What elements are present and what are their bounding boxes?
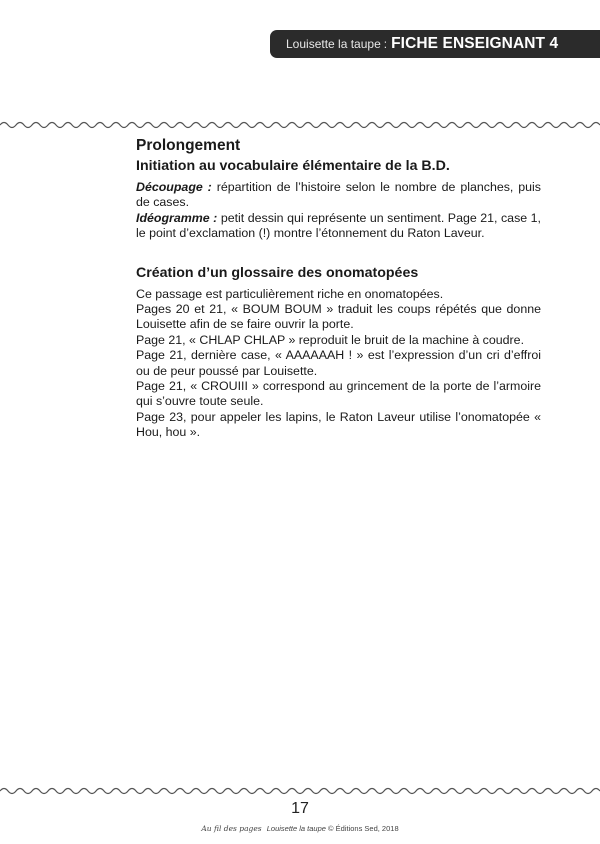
glossary-paragraph: Page 23, pour appeler les lapins, le Raton Laveur utilise l’onomatopée « Hou, hou ». <box>136 409 541 440</box>
section-title: Prolongement <box>136 137 241 154</box>
glossary-paragraph: Pages 20 et 21, « BOUM BOUM » traduit les coups répétés que donne Louisette afin de se faire ouvrir la porte. <box>136 302 541 332</box>
glossary-paragraph: Page 21, dernière case, « AAAAAAH ! » est l’expression d’un cri d’effroi ou de peur poussé par Louisette. <box>136 348 541 378</box>
definition-term: Découpage : <box>136 180 212 194</box>
glossary-paragraph: Ce passage est particulièrement riche en onomatopées. <box>136 286 444 301</box>
footer-series: Au fil des pages <box>201 824 262 833</box>
definition-term: Idéogramme : <box>136 210 218 225</box>
header-separator: : <box>383 37 388 51</box>
definition-text: petit dessin qui représente un sentiment. Page 21, case 1, le point d’exclamation (!) montre l’étonnement du Raton Laveur. <box>136 210 541 241</box>
main-content <box>136 136 541 441</box>
page-number: 17 <box>291 800 309 817</box>
glossary-title: Création d’un glossaire des onomatopées <box>136 264 419 281</box>
definition-decoupage <box>136 180 541 211</box>
header-title: FICHE ENSEIGNANT 4 <box>391 35 559 52</box>
glossary-paragraph: Page 21, « CROUIII » correspond au grincement de la porte de l’armoire qui s’ouvre toute seule. <box>136 379 541 409</box>
wave-divider-bottom <box>0 784 600 798</box>
wave-divider-top <box>0 118 600 132</box>
header-series: Louisette la taupe <box>286 37 381 51</box>
footer-copyright: © Éditions Sed, 2018 <box>325 824 399 833</box>
glossary-paragraph: Page 21, « CHLAP CHLAP » reproduit le bruit de la machine à coudre. <box>136 332 525 347</box>
footer <box>0 824 600 833</box>
section-subtitle: Initiation au vocabulaire élémentaire de la B.D. <box>136 158 450 174</box>
header-tab <box>270 30 600 58</box>
definition-ideogramme <box>136 211 541 242</box>
footer-book: Louisette la taupe <box>266 824 326 833</box>
definition-text: répartition de l’histoire selon le nombre de planches, puis de cases. <box>136 180 541 210</box>
